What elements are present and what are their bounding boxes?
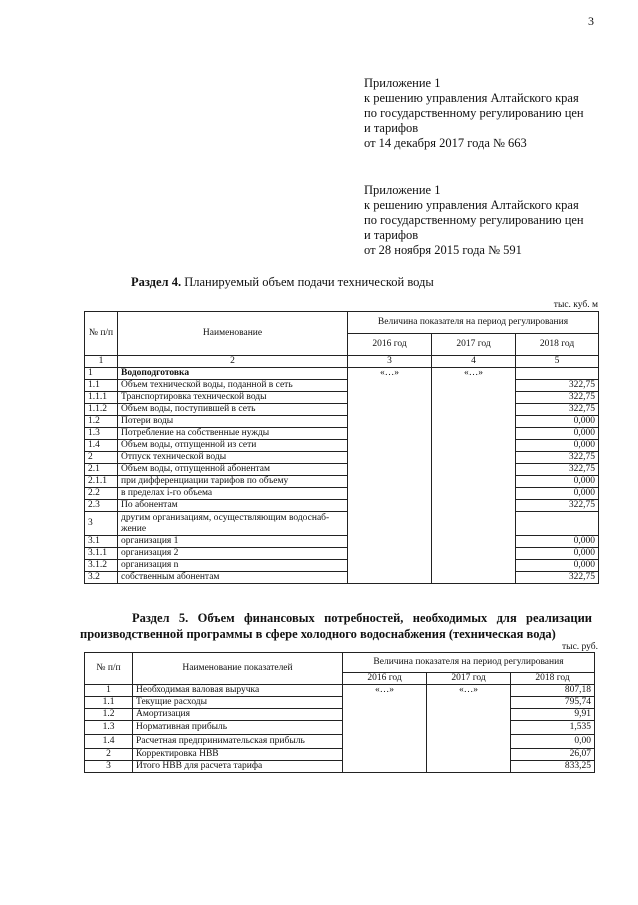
appendix-line: Приложение 1 xyxy=(364,183,441,197)
row-name: при дифференциации тарифов по объему xyxy=(118,476,348,488)
row-value: 0,000 xyxy=(516,476,599,488)
row-value: 322,75 xyxy=(516,404,599,416)
row-num: 3.1.1 xyxy=(85,548,118,560)
row-num: 1.4 xyxy=(85,735,133,749)
section5-unit: тыс. руб. xyxy=(562,642,598,652)
col-number: 2 xyxy=(118,356,348,368)
table-row xyxy=(85,440,599,452)
row-num: 1.4 xyxy=(85,440,118,452)
row-value: 322,75 xyxy=(516,500,599,512)
row-name: По абонентам xyxy=(118,500,348,512)
appendix-line: и тарифов xyxy=(364,121,419,135)
table-row xyxy=(85,697,595,709)
row-num: 2 xyxy=(85,749,133,761)
header-num: № п/п xyxy=(85,653,133,685)
table-row xyxy=(85,368,599,380)
row-num: 1.1 xyxy=(85,380,118,392)
appendix-line: к решению управления Алтайского края xyxy=(364,91,579,105)
table-row xyxy=(85,404,599,416)
table-row xyxy=(85,416,599,428)
row-num: 3.1.2 xyxy=(85,560,118,572)
row-name: Необходимая валовая выручка xyxy=(133,685,343,697)
table-row xyxy=(85,721,595,735)
table-row xyxy=(85,428,599,440)
table-row xyxy=(85,548,599,560)
col-number: 5 xyxy=(516,356,599,368)
row-name: Итого НВВ для расчета тарифа xyxy=(133,761,343,773)
header-year-2018: 2018 год xyxy=(516,334,599,356)
appendix-line: по государственному регулированию цен xyxy=(364,213,584,227)
appendix-line: Приложение 1 xyxy=(364,76,441,90)
appendix-line: от 14 декабря 2017 года № 663 xyxy=(364,136,527,150)
row-name: Текущие расходы xyxy=(133,697,343,709)
header-name: Наименование показателей xyxy=(133,653,343,685)
row-num: 3 xyxy=(85,761,133,773)
table-row xyxy=(85,476,599,488)
table-row xyxy=(85,464,599,476)
header-name: Наименование xyxy=(118,312,348,356)
row-value: 807,18 xyxy=(511,685,595,697)
placeholder-2016: «…» xyxy=(343,685,427,773)
row-name: другим организациям, осуществляющим водоснаб-жение xyxy=(118,512,348,536)
table-row xyxy=(85,685,595,697)
section4-table xyxy=(84,311,599,584)
section4-title: Планируемый объем подачи технической воды xyxy=(184,275,434,289)
row-value xyxy=(516,368,599,380)
row-num: 1.1.1 xyxy=(85,392,118,404)
row-value: 322,75 xyxy=(516,452,599,464)
row-num: 2.1.1 xyxy=(85,476,118,488)
row-num: 2 xyxy=(85,452,118,464)
section5-label: Раздел 5. xyxy=(132,611,189,625)
section4-heading xyxy=(131,275,434,291)
row-num: 3.2 xyxy=(85,572,118,584)
row-num: 1 xyxy=(85,685,133,697)
row-num: 2.1 xyxy=(85,464,118,476)
placeholder-2017: «…» xyxy=(427,685,511,773)
row-num: 1.1.2 xyxy=(85,404,118,416)
row-name: организация n xyxy=(118,560,348,572)
table-row xyxy=(85,735,595,749)
row-name: Транспортировка технической воды xyxy=(118,392,348,404)
appendix-line: к решению управления Алтайского края xyxy=(364,198,579,212)
row-name: в пределах i-го объема xyxy=(118,488,348,500)
row-value: 322,75 xyxy=(516,464,599,476)
row-num: 1.3 xyxy=(85,428,118,440)
row-name: организация 1 xyxy=(118,536,348,548)
row-num: 1.2 xyxy=(85,709,133,721)
row-name: Амортизация xyxy=(133,709,343,721)
row-value: 0,000 xyxy=(516,560,599,572)
section5-heading xyxy=(80,611,592,642)
row-name: Объем воды, поступившей в сеть xyxy=(118,404,348,416)
row-value: 795,74 xyxy=(511,697,595,709)
row-name: Объем воды, отпущенной абонентам xyxy=(118,464,348,476)
row-name: Расчетная предпринимательская прибыль xyxy=(133,735,343,749)
appendix-line: от 28 ноября 2015 года № 591 xyxy=(364,243,522,257)
row-value: 322,75 xyxy=(516,380,599,392)
row-num: 2.2 xyxy=(85,488,118,500)
row-name: Объем воды, отпущенной из сети xyxy=(118,440,348,452)
table-row xyxy=(85,380,599,392)
header-year-2016: 2016 год xyxy=(348,334,432,356)
header-year-2016: 2016 год xyxy=(343,673,427,685)
row-value: 0,000 xyxy=(516,488,599,500)
section4-label: Раздел 4. xyxy=(131,275,182,289)
table-row xyxy=(85,500,599,512)
table-row xyxy=(85,452,599,464)
row-num: 1 xyxy=(85,368,118,380)
row-value: 0,000 xyxy=(516,428,599,440)
row-name: собственным абонентам xyxy=(118,572,348,584)
section4-unit: тыс. куб. м xyxy=(553,300,598,310)
placeholder-2016: «…» xyxy=(348,368,432,584)
row-name: Потребление на собственные нужды xyxy=(118,428,348,440)
row-value: 0,000 xyxy=(516,536,599,548)
appendix-original-header xyxy=(364,183,584,258)
appendix-current-header xyxy=(364,76,584,151)
row-value: 322,75 xyxy=(516,572,599,584)
header-period: Величина показателя на период регулирования xyxy=(343,653,595,673)
table-row xyxy=(85,761,595,773)
row-value xyxy=(516,512,599,536)
header-period: Величина показателя на период регулирования xyxy=(348,312,599,334)
col-number: 1 xyxy=(85,356,118,368)
header-num: № п/п xyxy=(85,312,118,356)
row-num: 3 xyxy=(85,512,118,536)
table-row xyxy=(85,392,599,404)
row-value: 833,25 xyxy=(511,761,595,773)
table-row xyxy=(85,536,599,548)
table-row xyxy=(85,512,599,536)
row-num: 1.1 xyxy=(85,697,133,709)
row-value: 0,000 xyxy=(516,548,599,560)
table-row xyxy=(85,572,599,584)
section5-title: Объем финансовых потребностей, необходимых для реализации производственной программы в сфере холодного водоснабжения (техническая вода) xyxy=(80,611,592,641)
row-value: 0,000 xyxy=(516,440,599,452)
table-row xyxy=(85,560,599,572)
row-name: Водоподготовка xyxy=(118,368,348,380)
table-row xyxy=(85,488,599,500)
header-year-2018: 2018 год xyxy=(511,673,595,685)
row-value: 26,07 xyxy=(511,749,595,761)
row-name: Потери воды xyxy=(118,416,348,428)
row-value: 0,000 xyxy=(516,416,599,428)
row-value: 9,91 xyxy=(511,709,595,721)
row-num: 3.1 xyxy=(85,536,118,548)
appendix-line: по государственному регулированию цен xyxy=(364,106,584,120)
row-value: 322,75 xyxy=(516,392,599,404)
row-name: Корректировка НВВ xyxy=(133,749,343,761)
row-name: Объем технической воды, поданной в сеть xyxy=(118,380,348,392)
appendix-line: и тарифов xyxy=(364,228,419,242)
row-num: 1.2 xyxy=(85,416,118,428)
row-value: 1,535 xyxy=(511,721,595,735)
row-num: 1.3 xyxy=(85,721,133,735)
header-year-2017: 2017 год xyxy=(432,334,516,356)
header-year-2017: 2017 год xyxy=(427,673,511,685)
row-name: Нормативная прибыль xyxy=(133,721,343,735)
table-row xyxy=(85,709,595,721)
row-name: организация 2 xyxy=(118,548,348,560)
table-row xyxy=(85,749,595,761)
placeholder-2017: «…» xyxy=(432,368,516,584)
row-value: 0,00 xyxy=(511,735,595,749)
section5-table xyxy=(84,652,595,773)
col-number: 3 xyxy=(348,356,432,368)
row-num: 2.3 xyxy=(85,500,118,512)
col-number: 4 xyxy=(432,356,516,368)
row-name: Отпуск технической воды xyxy=(118,452,348,464)
page-number: 3 xyxy=(588,14,594,28)
